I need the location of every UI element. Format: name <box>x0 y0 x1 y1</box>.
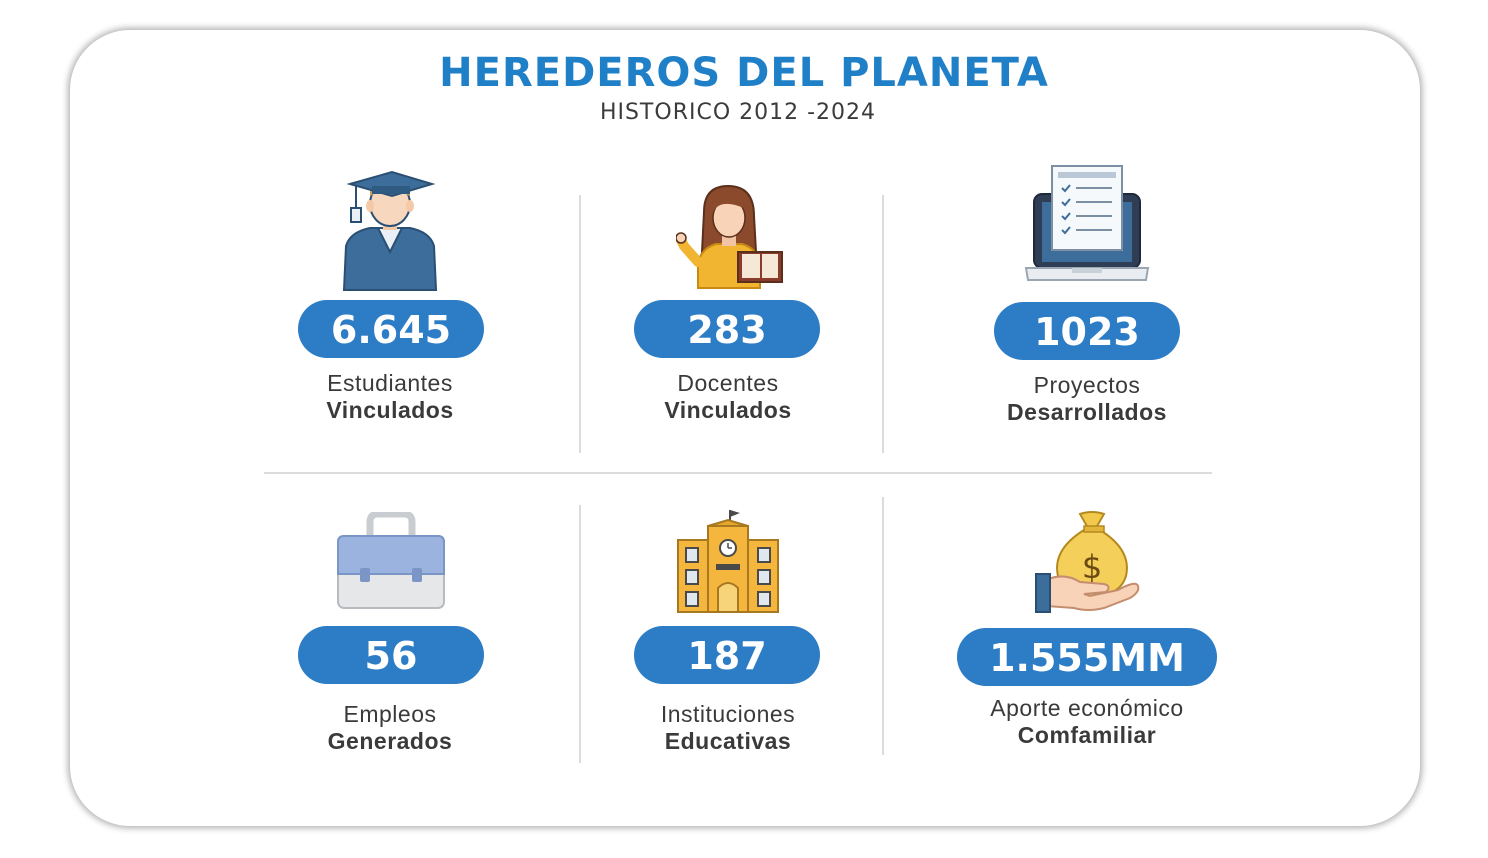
page-title: HEREDEROS DEL PLANETA <box>439 50 1049 96</box>
stat-label-bottom: Desarrollados <box>1007 399 1167 425</box>
stat-label-bottom: Comfamiliar <box>1017 722 1157 748</box>
stat-value-pill: 187 <box>634 626 820 684</box>
divider <box>264 472 1212 474</box>
page-subtitle: HISTORICO 2012 -2024 <box>599 100 877 125</box>
svg-text:$: $ <box>1081 548 1103 586</box>
money-bag-hand-icon <box>1034 510 1140 614</box>
stat-label <box>578 370 878 424</box>
stat-label <box>240 701 540 755</box>
stat-label-top: Docentes <box>677 370 779 396</box>
stat-label-top: Proyectos <box>1033 372 1141 398</box>
divider <box>882 497 884 755</box>
stat-label <box>937 372 1237 426</box>
stat-value-pill: 1.555MM <box>957 628 1217 686</box>
stat-label-top: Estudiantes <box>327 370 453 396</box>
stat-label-top: Empleos <box>343 701 437 727</box>
stat-label-bottom: Vinculados <box>326 397 454 423</box>
stat-label-bottom: Vinculados <box>664 397 792 423</box>
stat-value-pill: 1023 <box>994 302 1180 360</box>
teacher-icon <box>676 182 786 290</box>
stat-label <box>240 370 540 424</box>
stat-label <box>937 695 1237 749</box>
school-building-icon <box>676 508 780 614</box>
graduate-student-icon <box>340 168 440 292</box>
stat-value-pill: 283 <box>634 300 820 358</box>
stat-label-top: Aporte económico <box>990 695 1184 721</box>
stat-label-top: Instituciones <box>660 701 796 727</box>
laptop-checklist-icon <box>1024 164 1150 284</box>
stat-label <box>578 701 878 755</box>
stat-value-pill: 6.645 <box>298 300 484 358</box>
divider <box>882 195 884 453</box>
stat-label-bottom: Educativas <box>664 728 792 754</box>
stat-label-bottom: Generados <box>327 728 453 754</box>
stat-value-pill: 56 <box>298 626 484 684</box>
briefcase-icon <box>336 512 446 610</box>
